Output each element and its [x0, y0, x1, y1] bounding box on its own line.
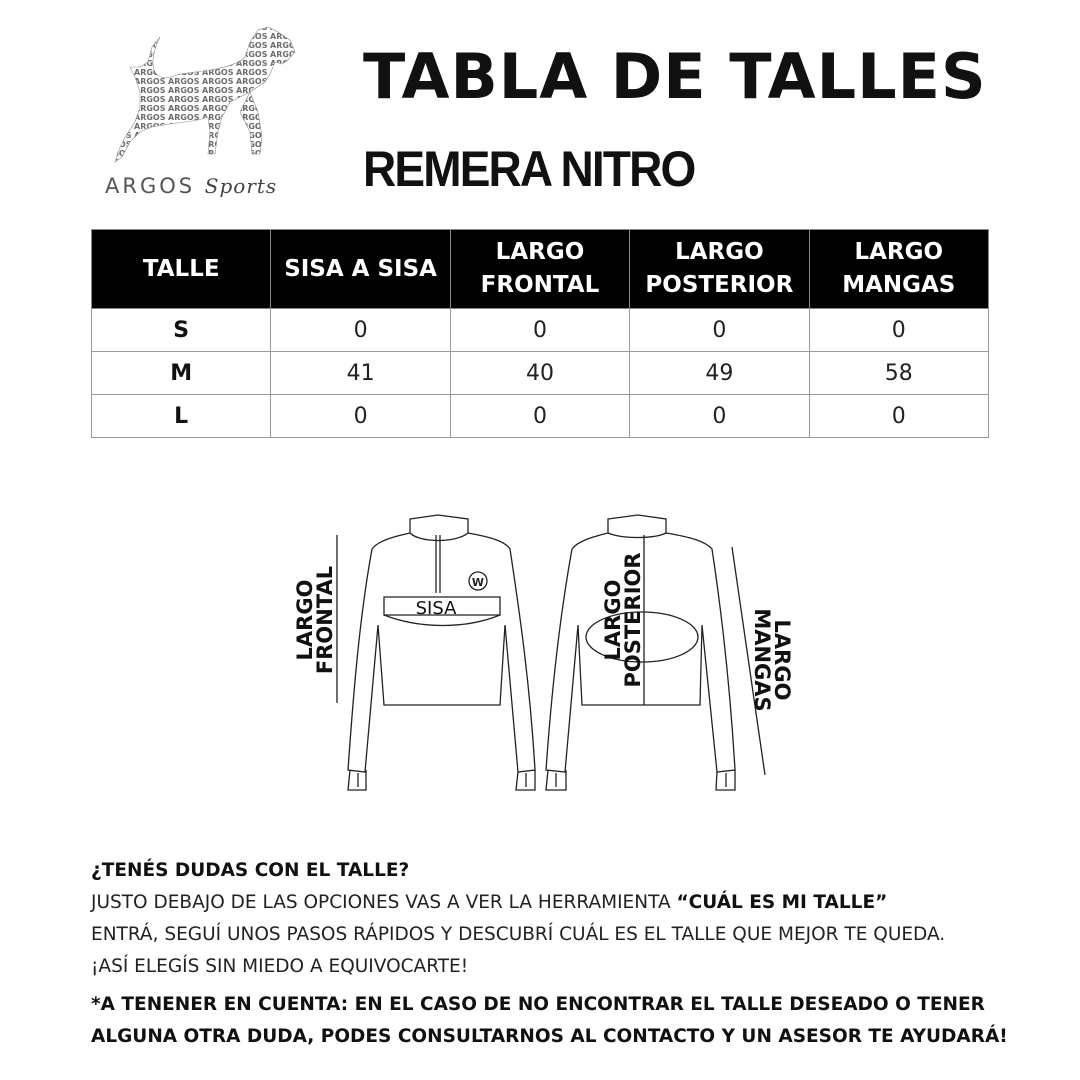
table-header-row	[92, 230, 989, 309]
column-header: TALLE	[92, 230, 271, 309]
column-header: LARGO POSTERIOR	[630, 230, 809, 309]
value-cell: 0	[450, 395, 629, 438]
help-question: ¿TENÉS DUDAS CON EL TALLE?	[91, 860, 410, 881]
largo-mangas-label-2: MANGAS	[750, 608, 774, 712]
front-shirt-drawing	[348, 515, 535, 790]
value-cell: 0	[271, 309, 450, 352]
value-cell: 49	[630, 352, 809, 395]
value-cell: 40	[450, 352, 629, 395]
help-note: *A TENENER EN CUENTA: EN EL CASO DE NO ENCONTRAR EL TALLE DESEADO O TENER ALGUNA OTRA DUDA, PODES CONSULTARNOS AL CONTACTO Y UN ASESOR TE AYUDARÁ!	[91, 994, 1008, 1047]
brand-badge-icon: W	[471, 576, 485, 589]
table-row	[92, 352, 989, 395]
brand-name: ARGOS Sports	[105, 174, 278, 198]
sisa-label: SISA	[415, 598, 457, 619]
table-row	[92, 395, 989, 438]
product-name: REMERA NITRO	[363, 141, 695, 197]
largo-posterior-label-1: LARGO	[601, 579, 625, 661]
garment-diagram	[280, 505, 820, 805]
value-cell: 0	[630, 309, 809, 352]
help-line-1: JUSTO DEBAJO DE LAS OPCIONES VAS A VER LA HERRAMIENTA “CUÁL ES MI TALLE”	[91, 892, 888, 913]
page-title: TABLA DE TALLES	[363, 40, 987, 113]
value-cell: 0	[630, 395, 809, 438]
largo-mangas-label-1: LARGO	[770, 619, 794, 701]
value-cell: 0	[450, 309, 629, 352]
value-cell: 0	[271, 395, 450, 438]
value-cell: 41	[271, 352, 450, 395]
largo-frontal-label-1: LARGO	[293, 579, 317, 661]
column-header: LARGO FRONTAL	[450, 230, 629, 309]
size-cell: M	[92, 352, 271, 395]
brand-logo	[100, 22, 300, 202]
value-cell: 58	[809, 352, 988, 395]
column-header: SISA A SISA	[271, 230, 450, 309]
help-line-3: ¡ASÍ ELEGÍS SIN MIEDO A EQUIVOCARTE!	[91, 956, 469, 977]
largo-posterior-label-2: POSTERIOR	[621, 552, 645, 688]
size-cell: L	[92, 395, 271, 438]
dog-silhouette-icon	[100, 22, 300, 172]
size-cell: S	[92, 309, 271, 352]
table-row	[92, 309, 989, 352]
size-table	[91, 229, 989, 438]
help-line-2: ENTRÁ, SEGUÍ UNOS PASOS RÁPIDOS Y DESCUBRÍ CUÁL ES EL TALLE QUE MEJOR TE QUEDA.	[91, 924, 946, 945]
column-header: LARGO MANGAS	[809, 230, 988, 309]
largo-frontal-label-2: FRONTAL	[313, 565, 337, 675]
value-cell: 0	[809, 395, 988, 438]
value-cell: 0	[809, 309, 988, 352]
help-section	[91, 855, 1031, 1053]
